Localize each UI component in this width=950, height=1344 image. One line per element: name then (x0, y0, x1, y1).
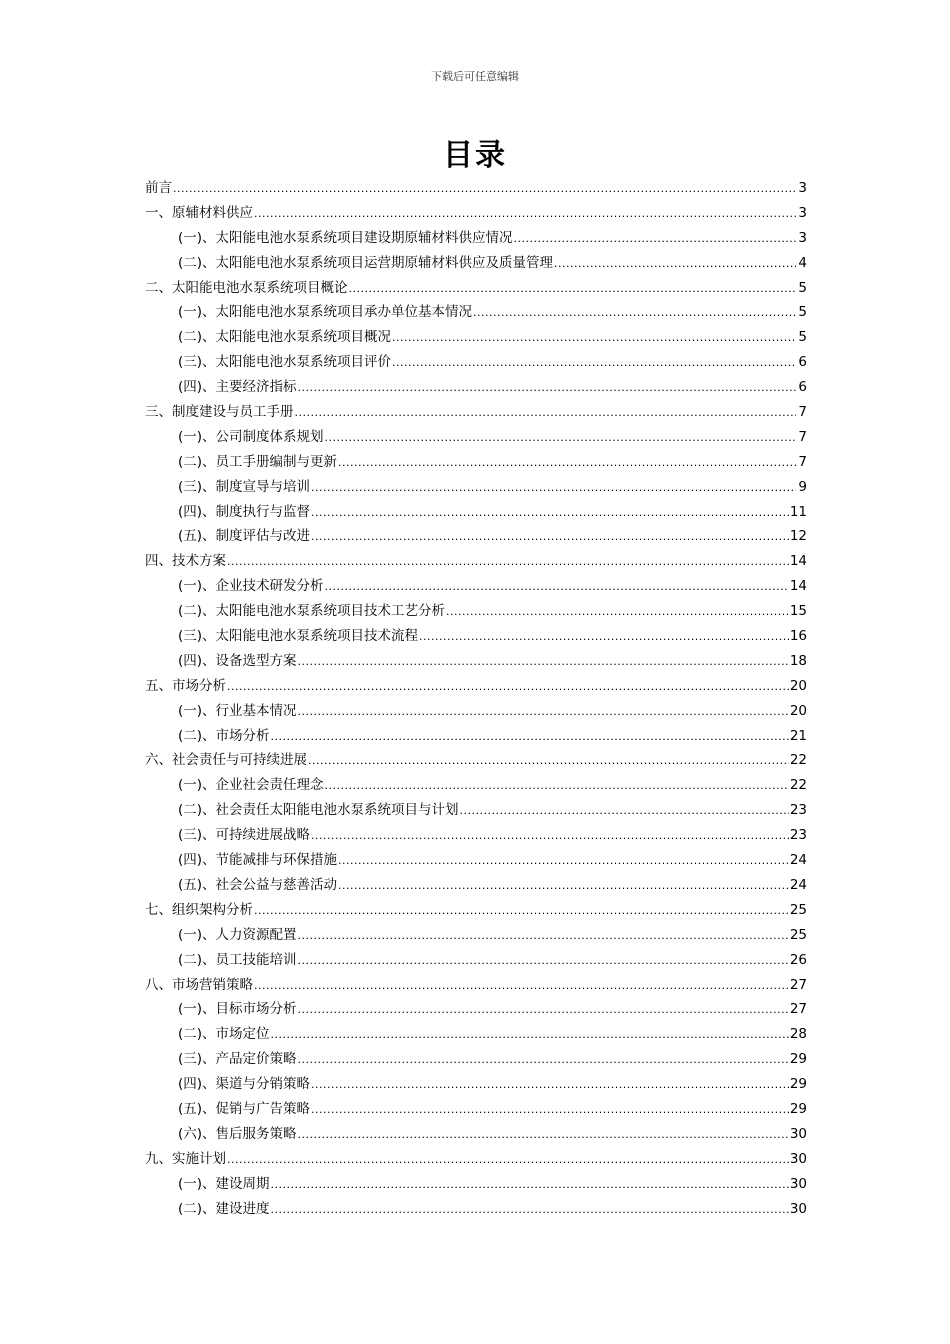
toc-entry-page: 3 (798, 180, 807, 196)
toc-entry-page: 7 (798, 428, 807, 445)
toc-entry[interactable] (145, 325, 807, 350)
toc-dot-leader (338, 854, 789, 867)
toc-entry[interactable] (145, 674, 807, 699)
toc-entry-page: 16 (789, 628, 807, 645)
toc-title: 目录 (443, 138, 507, 173)
toc-dot-leader (473, 306, 796, 319)
toc-dot-leader (254, 979, 789, 992)
toc-entry[interactable] (145, 1147, 807, 1172)
toc-entry[interactable] (145, 176, 807, 201)
toc-entry[interactable] (145, 848, 807, 873)
toc-dot-leader (311, 506, 789, 519)
toc-dot-leader (338, 879, 789, 892)
toc-entry-label: (一)、人力资源配置 (178, 926, 297, 943)
toc-entry-label: (三)、太阳能电池水泵系统项目评价 (178, 354, 392, 371)
toc-entry-page: 22 (789, 752, 807, 769)
toc-entry-page: 28 (789, 1026, 807, 1043)
toc-entry-label: (四)、制度执行与监督 (178, 503, 311, 520)
toc-dot-leader (254, 904, 789, 917)
toc-dot-leader (311, 530, 789, 543)
toc-entry[interactable] (145, 375, 807, 400)
toc-entry[interactable] (145, 425, 807, 450)
toc-entry-label: (二)、员工手册编制与更新 (178, 453, 338, 470)
toc-dot-leader (173, 182, 796, 195)
toc-entry-page: 23 (789, 802, 807, 819)
toc-entry[interactable] (145, 823, 807, 848)
toc-entry-label: 五、市场分析 (145, 677, 226, 694)
toc-entry[interactable] (145, 251, 807, 276)
toc-entry[interactable] (145, 524, 807, 549)
toc-entry-page: 29 (789, 1076, 807, 1093)
toc-dot-leader (227, 555, 789, 568)
toc-dot-leader (554, 257, 796, 270)
toc-entry[interactable] (145, 724, 807, 749)
toc-entry-label: (三)、太阳能电池水泵系统项目技术流程 (178, 628, 419, 645)
toc-dot-leader (298, 1003, 789, 1016)
toc-entry-page: 26 (789, 951, 807, 968)
toc-entry-page: 20 (789, 702, 807, 719)
toc-entry-page: 22 (789, 777, 807, 794)
toc-entry-label: 八、市场营销策略 (145, 976, 253, 993)
toc-dot-leader (325, 779, 789, 792)
toc-entry-label: 六、社会责任与可持续进展 (145, 752, 307, 769)
toc-entry-page: 3 (798, 229, 807, 246)
toc-entry[interactable] (145, 1047, 807, 1072)
toc-entry[interactable] (145, 1072, 807, 1097)
toc-entry-label: (三)、产品定价策略 (178, 1051, 297, 1068)
toc-entry-page: 29 (789, 1100, 807, 1117)
toc-entry-page: 5 (798, 329, 807, 346)
toc-dot-leader (325, 580, 789, 593)
toc-entry-label: 九、实施计划 (145, 1150, 226, 1167)
toc-entry[interactable] (145, 748, 807, 773)
toc-entry-page: 30 (789, 1200, 807, 1217)
toc-entry[interactable] (145, 773, 807, 798)
toc-entry-label: (二)、市场分析 (178, 727, 270, 744)
toc-entry[interactable] (145, 549, 807, 574)
toc-entry-label: (五)、促销与广告策略 (178, 1100, 311, 1117)
toc-entry-label: (五)、社会公益与慈善活动 (178, 876, 338, 893)
toc-entry[interactable] (145, 1097, 807, 1122)
toc-entry-page: 14 (789, 553, 807, 570)
toc-entry[interactable] (145, 276, 807, 301)
toc-entry-label: (二)、太阳能电池水泵系统项目概况 (178, 329, 392, 346)
toc-dot-leader (392, 356, 796, 369)
toc-entry-page: 11 (789, 503, 807, 520)
toc-entry[interactable] (145, 1122, 807, 1147)
toc-entry[interactable] (145, 475, 807, 500)
toc-entry-page: 20 (789, 677, 807, 694)
toc-dot-leader (271, 730, 789, 743)
toc-entry-label: (一)、公司制度体系规划 (178, 428, 324, 445)
toc-dot-leader (271, 1178, 789, 1191)
toc-entry-label: (一)、建设周期 (178, 1175, 270, 1192)
toc-entry-page: 7 (798, 453, 807, 470)
toc-entry-label: (一)、企业技术研发分析 (178, 578, 324, 595)
toc-dot-leader (311, 1103, 789, 1116)
toc-dot-leader (254, 207, 796, 220)
toc-entry[interactable] (145, 873, 807, 898)
toc-dot-leader (460, 804, 789, 817)
toc-dot-leader (349, 282, 797, 295)
toc-dot-leader (514, 232, 796, 245)
toc-entry-label: 七、组织架构分析 (145, 901, 253, 918)
toc-entry-page: 7 (798, 404, 807, 421)
toc-entry-label: (一)、目标市场分析 (178, 1001, 297, 1018)
toc-entry-label: (三)、可持续进展战略 (178, 827, 311, 844)
toc-dot-leader (227, 680, 789, 693)
toc-entry[interactable] (145, 1197, 807, 1222)
toc-entry-label: (一)、太阳能电池水泵系统项目建设期原辅材料供应情况 (178, 229, 513, 246)
toc-entry-label: (二)、员工技能培训 (178, 951, 297, 968)
toc-entry-label: (二)、市场定位 (178, 1026, 270, 1043)
toc-entry-page: 24 (789, 852, 807, 869)
toc-dot-leader (392, 331, 796, 344)
toc-dot-leader (295, 406, 797, 419)
toc-entry-label: (三)、制度宣导与培训 (178, 478, 311, 495)
toc-entry-page: 12 (789, 528, 807, 545)
toc-entry-label: (四)、渠道与分销策略 (178, 1076, 311, 1093)
toc-entry[interactable] (145, 1172, 807, 1197)
toc-entry-label: (四)、设备选型方案 (178, 652, 297, 669)
toc-entry-page: 27 (789, 976, 807, 993)
toc-entry[interactable] (145, 226, 807, 251)
toc-entry-page: 15 (789, 603, 807, 620)
toc-entry[interactable] (145, 400, 807, 425)
toc-entry-label: (四)、主要经济指标 (178, 379, 297, 396)
toc-dot-leader (311, 481, 796, 494)
toc-entry[interactable] (145, 1022, 807, 1047)
toc-entry-label: (一)、企业社会责任理念 (178, 777, 324, 794)
toc-entry-page: 18 (789, 652, 807, 669)
toc-entry-label: (二)、太阳能电池水泵系统项目运营期原辅材料供应及质量管理 (178, 254, 554, 271)
toc-entry-page: 6 (798, 354, 807, 371)
toc-entry-label: (六)、售后服务策略 (178, 1125, 297, 1142)
toc-entry-page: 9 (798, 478, 807, 495)
toc-entry[interactable] (145, 599, 807, 624)
toc-entry-page: 30 (789, 1150, 807, 1167)
toc-entry-page: 23 (789, 827, 807, 844)
toc-entry-page: 25 (789, 926, 807, 943)
toc-entry-page: 6 (798, 379, 807, 396)
toc-entry-label: 三、制度建设与员工手册 (145, 404, 294, 421)
toc-dot-leader (298, 954, 789, 967)
toc-entry[interactable] (145, 624, 807, 649)
toc-entry-label: 四、技术方案 (145, 553, 226, 570)
toc-entry-page: 30 (789, 1175, 807, 1192)
toc-dot-leader (446, 605, 789, 618)
toc-entry[interactable] (145, 798, 807, 823)
toc-dot-leader (338, 456, 796, 469)
toc-entry-page: 27 (789, 1001, 807, 1018)
toc-entry-label: (五)、制度评估与改进 (178, 528, 311, 545)
toc-dot-leader (227, 1153, 789, 1166)
toc-dot-leader (298, 705, 789, 718)
toc-entry[interactable] (145, 973, 807, 998)
toc-entry[interactable] (145, 350, 807, 375)
toc-dot-leader (311, 829, 789, 842)
toc-entry[interactable] (145, 574, 807, 599)
toc-dot-leader (271, 1203, 789, 1216)
toc-dot-leader (311, 1078, 789, 1091)
toc-entry[interactable] (145, 500, 807, 525)
toc-entry-page: 5 (798, 279, 807, 296)
toc-entry-page: 14 (789, 578, 807, 595)
toc-entry[interactable] (145, 948, 807, 973)
toc-entry[interactable] (145, 898, 807, 923)
toc-entry[interactable] (145, 699, 807, 724)
toc-dot-leader (298, 929, 789, 942)
toc-dot-leader (298, 655, 789, 668)
toc-dot-leader (308, 754, 789, 767)
toc-entry[interactable] (145, 997, 807, 1022)
toc-dot-leader (298, 1053, 789, 1066)
toc-entry-page: 30 (789, 1125, 807, 1142)
toc-entry-page: 3 (798, 204, 807, 221)
toc-entry[interactable] (145, 300, 807, 325)
toc-entry-page: 25 (789, 901, 807, 918)
toc-dot-leader (271, 1028, 789, 1041)
toc-entry-page: 29 (789, 1051, 807, 1068)
toc-entry[interactable] (145, 201, 807, 226)
toc-entry-label: (二)、建设进度 (178, 1200, 270, 1217)
toc-entry[interactable] (145, 450, 807, 475)
toc-entry-label: 前言 (145, 180, 172, 196)
toc-dot-leader (419, 630, 789, 643)
toc-entry-label: 二、太阳能电池水泵系统项目概论 (145, 279, 348, 296)
toc-entry-label: (二)、太阳能电池水泵系统项目技术工艺分析 (178, 603, 446, 620)
toc-dot-leader (298, 1128, 789, 1141)
toc-entry[interactable] (145, 923, 807, 948)
toc-entry-page: 24 (789, 876, 807, 893)
toc-entry[interactable] (145, 649, 807, 674)
toc-entry-label: (一)、太阳能电池水泵系统项目承办单位基本情况 (178, 304, 473, 321)
toc-entry-label: (一)、行业基本情况 (178, 702, 297, 719)
toc-entry-page: 4 (798, 254, 807, 271)
toc-entry-page: 5 (798, 304, 807, 321)
table-of-contents (145, 176, 807, 1221)
toc-entry-label: (二)、社会责任太阳能电池水泵系统项目与计划 (178, 802, 459, 819)
toc-entry-page: 21 (789, 727, 807, 744)
toc-entry-label: 一、原辅材料供应 (145, 204, 253, 221)
toc-dot-leader (325, 431, 796, 444)
toc-dot-leader (298, 381, 796, 394)
toc-entry-label: (四)、节能减排与环保措施 (178, 852, 338, 869)
header-note: 下载后可任意编辑 (431, 70, 519, 83)
